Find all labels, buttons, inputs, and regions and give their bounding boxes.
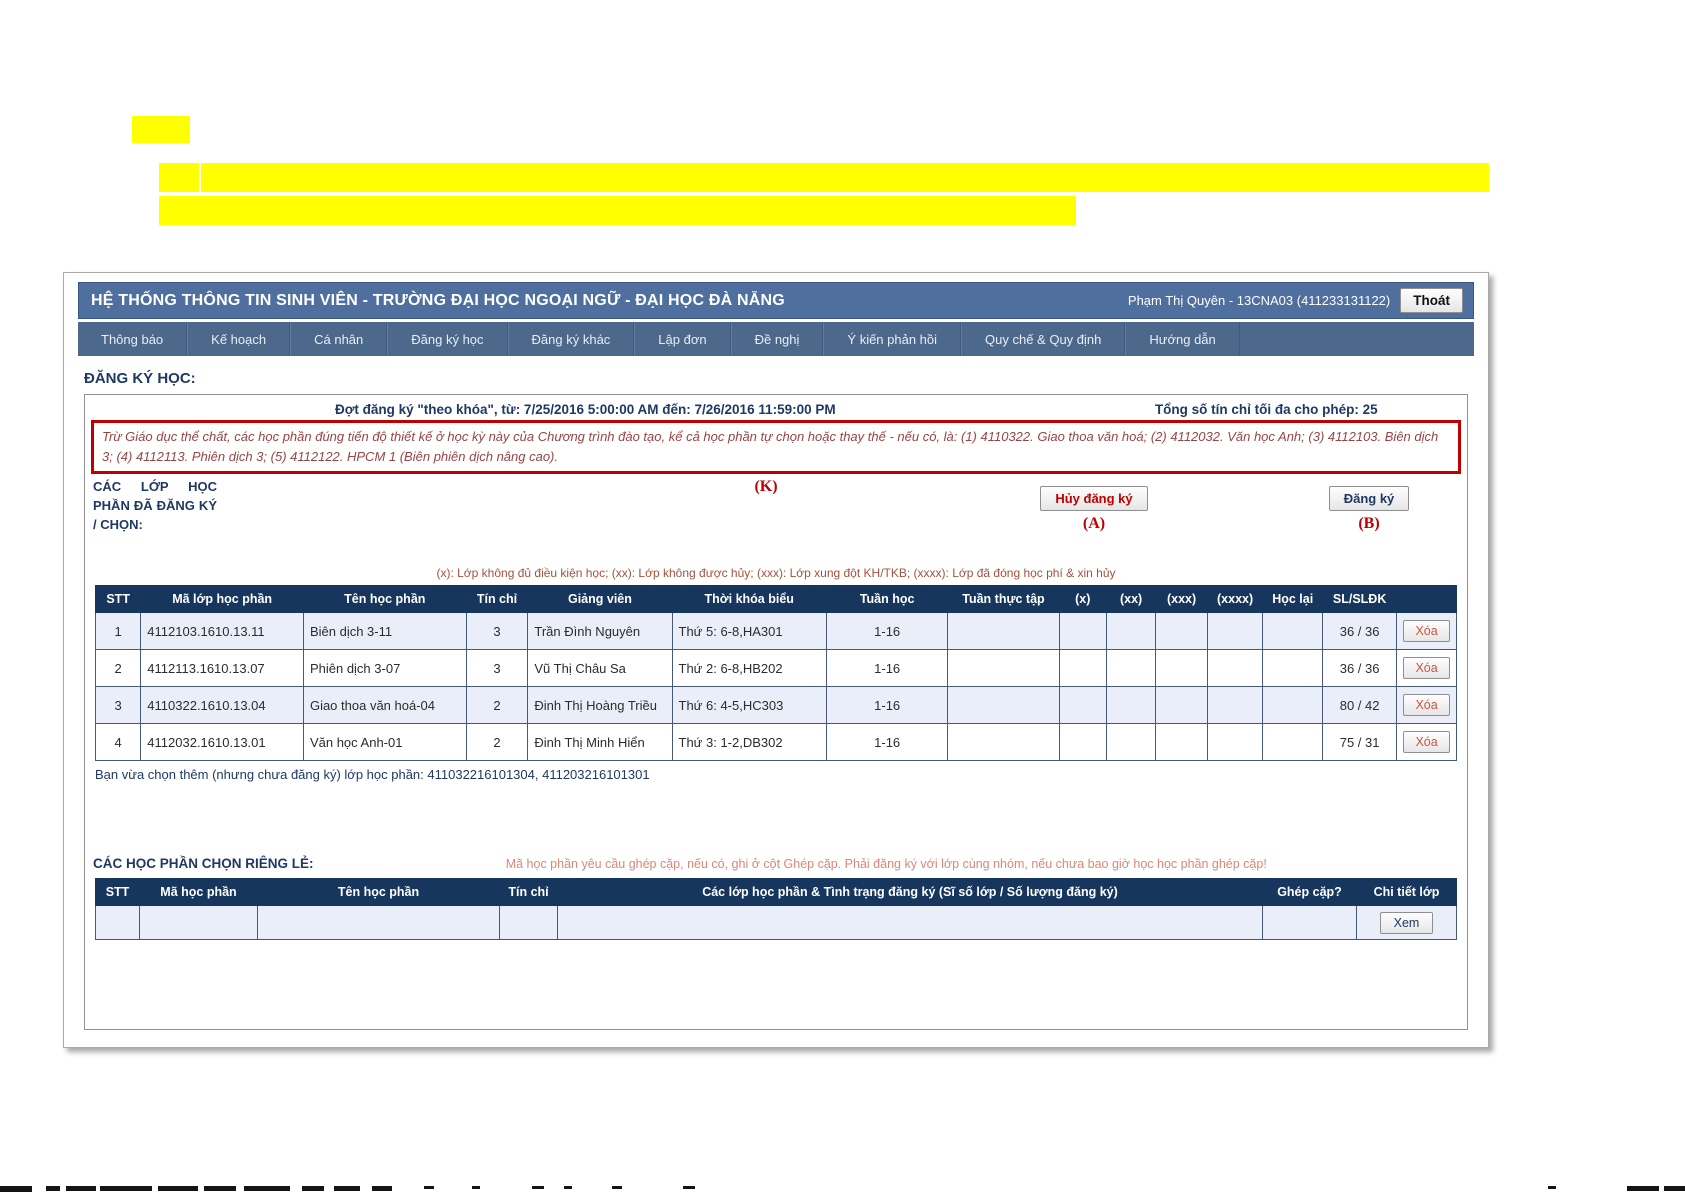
register-button-group — [1309, 486, 1429, 533]
cell-stt: 1 — [96, 613, 141, 650]
artifact-mark — [100, 1186, 152, 1191]
cell-xxx — [1156, 724, 1207, 761]
delete-row-button[interactable]: Xóa — [1403, 620, 1449, 642]
selection-note: Bạn vừa chọn thêm (nhưng chưa đăng ký) lớp học phần: 411032216101304, 411203216101301 — [95, 767, 650, 783]
status-legend: (x): Lớp không đủ điều kiện học; (xx): Lớp không được hủy; (xxx): Lớp xung đột KH/TKB; (xxxx): Lớp đã đóng học phí & xin hủy — [436, 566, 1116, 581]
col-header-hoc-lai: Học lại — [1263, 586, 1323, 613]
main-nav — [78, 322, 1474, 356]
artifact-mark — [1627, 1186, 1659, 1191]
col-header-tuan-hoc: Tuần học — [826, 586, 947, 613]
table-row — [96, 906, 1457, 940]
cell-xxxx — [1207, 613, 1263, 650]
table-row — [96, 650, 1457, 687]
cell-x — [1059, 650, 1106, 687]
artifact-mark — [204, 1186, 236, 1191]
col-header-chi-tiet: Chi tiết lớp — [1357, 879, 1457, 906]
col-header-cac-lop: Các lớp học phần & Tình trạng đăng ký (Sĩ số lớp / Số lượng đăng ký) — [558, 879, 1263, 906]
cancel-registration-button[interactable]: Hủy đăng ký — [1040, 486, 1147, 511]
col-header-xx: (xx) — [1106, 586, 1155, 613]
col-header-giang-vien: Giảng viên — [528, 586, 672, 613]
cell-credits: 3 — [466, 650, 528, 687]
cell-xx — [1106, 687, 1155, 724]
app-title: HỆ THỐNG THÔNG TIN SINH VIÊN - TRƯỜNG ĐẠI HỌC NGOẠI NGỮ - ĐẠI HỌC ĐÀ NẴNG — [91, 291, 785, 309]
col-header-tuan-tt: Tuần thực tập — [948, 586, 1059, 613]
registration-panel — [84, 394, 1468, 1030]
page-title: ĐĂNG KÝ HỌC: — [84, 370, 196, 387]
artifact-mark — [1664, 1186, 1685, 1191]
delete-row-button[interactable]: Xóa — [1403, 694, 1449, 716]
cell-stt: 4 — [96, 724, 141, 761]
marker-b: (B) — [1358, 515, 1380, 533]
col-header-stt: STT — [96, 879, 140, 906]
cell-credits — [500, 906, 558, 940]
cell-code: 4112103.1610.13.11 — [141, 613, 304, 650]
redaction-block — [132, 116, 190, 143]
cell-xxx — [1156, 687, 1207, 724]
cell-weeks: 1-16 — [826, 724, 947, 761]
table-header-row — [96, 879, 1457, 906]
cell-stt: 3 — [96, 687, 141, 724]
register-button[interactable]: Đăng ký — [1329, 486, 1410, 511]
cell-lecturer: Đinh Thị Minh Hiển — [528, 724, 672, 761]
nav-item-dang-ky-hoc[interactable]: Đăng ký học — [387, 322, 507, 356]
artifact-mark — [1548, 1186, 1556, 1189]
cell-xxx — [1156, 650, 1207, 687]
cell-weeks: 1-16 — [826, 687, 947, 724]
artifact-mark — [302, 1186, 324, 1191]
cell-xx — [1106, 724, 1155, 761]
user-info: Phạm Thị Quyên - 13CNA03 (411233131122) — [1127, 293, 1391, 308]
nav-item-dang-ky-khac[interactable]: Đăng ký khác — [508, 322, 635, 356]
cell-classes — [558, 906, 1263, 940]
cell-retake — [1263, 724, 1323, 761]
cell-code: 4112032.1610.13.01 — [141, 724, 304, 761]
cell-schedule: Thứ 6: 4-5,HC303 — [672, 687, 826, 724]
cell-retake — [1263, 613, 1323, 650]
nav-item-y-kien-phan-hoi[interactable]: Ý kiến phản hồi — [823, 322, 961, 356]
cell-retake — [1263, 650, 1323, 687]
registered-classes-label: CÁC LỚP HỌC PHẦN ĐÃ ĐĂNG KÝ / CHỌN: — [93, 479, 217, 532]
marker-a: (A) — [1082, 515, 1106, 533]
cell-enrollment: 36 / 36 — [1323, 650, 1397, 687]
delete-row-button[interactable]: Xóa — [1403, 657, 1449, 679]
col-header-tkb: Thời khóa biểu — [672, 586, 826, 613]
col-header-ten: Tên học phần — [258, 879, 500, 906]
app-titlebar — [78, 282, 1474, 319]
cell-xxxx — [1207, 687, 1263, 724]
col-header-x: (x) — [1059, 586, 1106, 613]
artifact-mark — [0, 1186, 32, 1192]
nav-item-ke-hoach[interactable]: Kế hoạch — [187, 322, 290, 356]
cell-enrollment: 80 / 42 — [1323, 687, 1397, 724]
cell-credits: 2 — [466, 687, 528, 724]
cell-code: 4110322.1610.13.04 — [141, 687, 304, 724]
col-header-xxx: (xxx) — [1156, 586, 1207, 613]
artifact-mark — [564, 1186, 572, 1189]
nav-item-de-nghi[interactable]: Đề nghị — [731, 322, 824, 356]
col-header-tin-chi: Tín chỉ — [466, 586, 528, 613]
cell-weeks: 1-16 — [826, 613, 947, 650]
cell-retake — [1263, 687, 1323, 724]
redaction-block — [201, 163, 1489, 192]
cell-name: Giao thoa văn hoá-04 — [303, 687, 466, 724]
cell-xx — [1106, 650, 1155, 687]
cell-code — [140, 906, 258, 940]
cell-name — [258, 906, 500, 940]
cell-schedule: Thứ 5: 6-8,HA301 — [672, 613, 826, 650]
redaction-block — [159, 196, 1076, 225]
artifact-mark — [532, 1186, 544, 1189]
cell-practice-weeks — [948, 687, 1059, 724]
col-header-stt: STT — [96, 586, 141, 613]
nav-item-thong-bao[interactable]: Thông báo — [78, 322, 187, 356]
individual-courses-table — [95, 878, 1457, 940]
individual-section-header — [91, 856, 1461, 871]
registration-period: Đợt đăng ký "theo khóa", từ: 7/25/2016 5:00:00 AM đến: 7/26/2016 11:59:00 PM — [335, 402, 836, 417]
artifact-mark — [244, 1186, 290, 1191]
artifact-mark — [158, 1186, 198, 1191]
cell-name: Phiên dịch 3-07 — [303, 650, 466, 687]
table-header-row — [96, 586, 1457, 613]
cell-lecturer: Trần Đình Nguyên — [528, 613, 672, 650]
cell-x — [1059, 687, 1106, 724]
artifact-mark — [683, 1186, 695, 1189]
nav-item-huong-dan[interactable]: Hướng dẫn — [1125, 322, 1239, 356]
col-header-ghep-cap: Ghép cặp? — [1263, 879, 1357, 906]
col-header-sl-sldk: SL/SLĐK — [1323, 586, 1397, 613]
logout-button[interactable]: Thoát — [1400, 288, 1463, 313]
col-header-ma-lop: Mã lớp học phần — [141, 586, 304, 613]
cell-enrollment: 75 / 31 — [1323, 724, 1397, 761]
cell-pairing — [1263, 906, 1357, 940]
main-panel — [63, 272, 1489, 1048]
spacer — [91, 782, 1461, 856]
view-details-button[interactable]: Xem — [1380, 912, 1434, 934]
cell-enrollment: 36 / 36 — [1323, 613, 1397, 650]
delete-row-button[interactable]: Xóa — [1403, 731, 1449, 753]
marker-k: (K) — [754, 478, 778, 496]
cell-stt: 2 — [96, 650, 141, 687]
col-header-ma-hoc-phan: Mã học phần — [140, 879, 258, 906]
artifact-mark — [612, 1186, 622, 1189]
cancel-button-group — [1019, 486, 1169, 533]
nav-item-quy-che-quy-dinh[interactable]: Quy chế & Quy định — [961, 322, 1125, 356]
cell-xxxx — [1207, 650, 1263, 687]
period-row — [91, 398, 1461, 420]
col-header-tin-chi: Tín chỉ — [500, 879, 558, 906]
user-box — [1128, 288, 1463, 313]
table-row — [96, 613, 1457, 650]
cell-xxxx — [1207, 724, 1263, 761]
actions-zone — [91, 474, 1461, 564]
cell-schedule: Thứ 2: 6-8,HB202 — [672, 650, 826, 687]
artifact-mark — [66, 1186, 96, 1191]
artifact-mark — [334, 1186, 360, 1191]
cell-practice-weeks — [948, 724, 1059, 761]
artifact-mark — [372, 1186, 392, 1191]
max-credits: Tổng số tín chỉ tối đa cho phép: 25 — [1154, 402, 1378, 417]
nav-item-ca-nhan[interactable]: Cá nhân — [290, 322, 387, 356]
cell-x — [1059, 724, 1106, 761]
nav-item-lap-don[interactable]: Lập đơn — [634, 322, 730, 356]
individual-courses-label: CÁC HỌC PHẦN CHỌN RIÊNG LẺ: — [93, 856, 314, 872]
artifact-mark — [46, 1186, 60, 1191]
col-header-action — [1397, 586, 1457, 613]
cell-lecturer: Vũ Thị Châu Sa — [528, 650, 672, 687]
col-header-ten: Tên học phần — [303, 586, 466, 613]
table-row — [96, 687, 1457, 724]
cell-name: Biên dịch 3-11 — [303, 613, 466, 650]
cell-weeks: 1-16 — [826, 650, 947, 687]
cell-x — [1059, 613, 1106, 650]
cell-xxx — [1156, 613, 1207, 650]
artifact-mark — [424, 1186, 434, 1189]
cell-practice-weeks — [948, 650, 1059, 687]
cell-schedule: Thứ 3: 1-2,DB302 — [672, 724, 826, 761]
spacer — [91, 940, 1461, 976]
curriculum-notice: Trừ Giáo dục thể chất, các học phần đúng tiến độ thiết kế ở học kỳ này của Chương trình đào tạo, kể cả học phần tự chọn hoặc thay thế - nếu có, là: (1) 4110322. Giao thoa văn hoá; (2) 4112032. Văn học Anh; (3) 4112103. Biên dịch 3; (4) 4112113. Phiên dịch 3; (5) 4112122. HPCM 1 (Biên phiên dịch nâng cao). — [91, 420, 1461, 474]
cell-lecturer: Đinh Thị Hoàng Triều — [528, 687, 672, 724]
pairing-note: Mã học phần yêu cầu ghép cặp, nếu có, ghi ở cột Ghép cặp. Phải đăng ký với lớp cùng nhóm, nếu chưa bao giờ học học phần ghép cặp! — [505, 857, 1267, 872]
cell-code: 4112113.1610.13.07 — [141, 650, 304, 687]
cell-practice-weeks — [948, 613, 1059, 650]
col-header-xxxx: (xxxx) — [1207, 586, 1263, 613]
cell-xx — [1106, 613, 1155, 650]
redaction-block — [159, 163, 199, 192]
artifact-mark — [472, 1186, 480, 1189]
cell-credits: 3 — [466, 613, 528, 650]
page-content — [78, 356, 1474, 1030]
registered-classes-table — [95, 585, 1457, 761]
table-row — [96, 724, 1457, 761]
cell-credits: 2 — [466, 724, 528, 761]
cell-name: Văn học Anh-01 — [303, 724, 466, 761]
cell-stt — [96, 906, 140, 940]
